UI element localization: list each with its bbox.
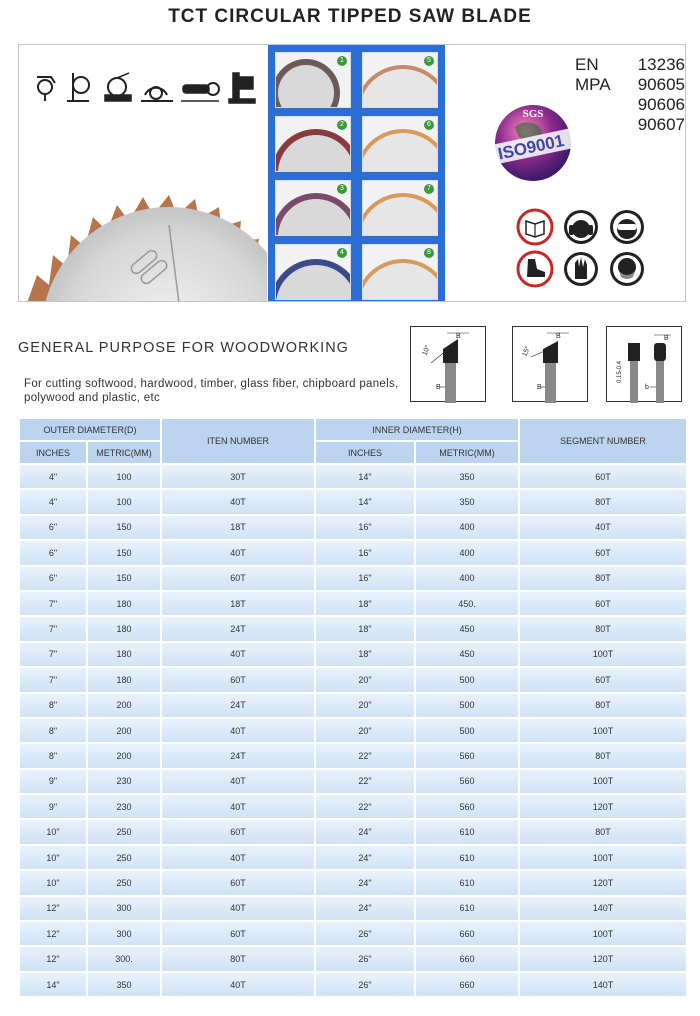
- item-number-cell: 40T: [161, 896, 315, 921]
- segment-number-cell: 100T: [519, 642, 687, 667]
- segment-number-cell: 100T: [519, 718, 687, 743]
- eye-protection-icon: [610, 210, 644, 244]
- item-number-cell: 40T: [161, 769, 315, 794]
- safety-icons-grid: [515, 207, 665, 289]
- angle-label: 15°: [521, 345, 532, 358]
- read-manual-icon: [518, 210, 552, 244]
- item-number-cell: 40T: [161, 489, 315, 514]
- standards-list: [575, 55, 685, 135]
- outer-inches-cell: 8": [19, 718, 87, 743]
- inner-inches-cell: 22": [315, 794, 415, 819]
- outer-metric-cell: 180: [87, 591, 161, 616]
- outer-metric-cell: 180: [87, 642, 161, 667]
- outer-inches-cell: 9": [19, 769, 87, 794]
- table-row: [19, 896, 687, 921]
- segment-number-cell: 120T: [519, 870, 687, 895]
- inner-metric-cell: 660: [415, 921, 519, 946]
- outer-metric-cell: 180: [87, 667, 161, 692]
- outer-inches-cell: 4": [19, 489, 87, 514]
- blade-number: 4: [337, 248, 347, 258]
- ear-protection-icon: [564, 210, 598, 244]
- item-number-cell: 60T: [161, 819, 315, 844]
- standard-row: MPA 90605: [575, 75, 685, 94]
- inner-metric-cell: 450: [415, 616, 519, 641]
- inner-inches-cell: 26": [315, 946, 415, 971]
- inner-inches-cell: 22": [315, 769, 415, 794]
- blade-thumbnail-3: [275, 180, 351, 236]
- item-number-cell: 60T: [161, 667, 315, 692]
- blade-thumbnail-8: [362, 244, 438, 300]
- item-number-cell: 60T: [161, 870, 315, 895]
- inner-metric-cell: 610: [415, 819, 519, 844]
- inner-metric-cell: 400: [415, 540, 519, 565]
- inner-inches-cell: 20": [315, 693, 415, 718]
- segment-number-cell: 80T: [519, 743, 687, 768]
- table-row: [19, 718, 687, 743]
- inner-metric-cell: 450.: [415, 591, 519, 616]
- outer-metric-cell: 100: [87, 489, 161, 514]
- inner-metric-cell: 610: [415, 845, 519, 870]
- dimension-label: B: [436, 384, 441, 391]
- segment-number-cell: 80T: [519, 693, 687, 718]
- specifications-table: [18, 417, 688, 998]
- outer-inches-cell: 6": [19, 515, 87, 540]
- blade-thumbnail-7: [362, 180, 438, 236]
- range-label: 0.15-0.4: [617, 360, 623, 383]
- outer-inches-cell: 10": [19, 870, 87, 895]
- outer-metric-cell: 150: [87, 515, 161, 540]
- sgs-iso9001-seal: [475, 97, 585, 187]
- outer-metric-cell: 300: [87, 896, 161, 921]
- table-row: [19, 540, 687, 565]
- item-number-cell: 60T: [161, 921, 315, 946]
- outer-inches-cell: 8": [19, 743, 87, 768]
- segment-number-cell: 100T: [519, 845, 687, 870]
- table-row: [19, 769, 687, 794]
- blade-number: 3: [337, 184, 347, 194]
- blade-thumbnail-1: [275, 52, 351, 108]
- inches-header: INCHES: [315, 441, 415, 464]
- item-number-cell: 40T: [161, 540, 315, 565]
- item-number-cell: 18T: [161, 591, 315, 616]
- table-row: [19, 819, 687, 844]
- inner-metric-cell: 500: [415, 693, 519, 718]
- item-number-cell: 40T: [161, 642, 315, 667]
- inner-metric-cell: 350: [415, 464, 519, 489]
- tooth-diagram-drawing: [607, 327, 683, 403]
- inner-inches-cell: 14": [315, 464, 415, 489]
- outer-inches-cell: 12": [19, 921, 87, 946]
- outer-inches-cell: 7": [19, 591, 87, 616]
- segment-number-cell: 80T: [519, 616, 687, 641]
- inner-inches-cell: 26": [315, 972, 415, 997]
- outer-inches-cell: 12": [19, 946, 87, 971]
- usage-description: For cutting softwood, hardwood, timber, glass fiber, chipboard panels, polywood and plastic, etc: [24, 378, 399, 404]
- segment-number-cell: 140T: [519, 972, 687, 997]
- inner-inches-cell: 24": [315, 845, 415, 870]
- metric-header: METRIC(MM): [87, 441, 161, 464]
- table-row: [19, 794, 687, 819]
- table-row: [19, 489, 687, 514]
- banner-left-panel: [19, 45, 267, 302]
- standard-row: 90606: [637, 95, 685, 114]
- blade-thumbnail-2: [275, 116, 351, 172]
- segment-number-cell: 100T: [519, 921, 687, 946]
- inner-inches-cell: 18": [315, 642, 415, 667]
- item-number-cell: 80T: [161, 946, 315, 971]
- blade-number: 5: [424, 56, 434, 66]
- segment-number-cell: 60T: [519, 540, 687, 565]
- item-number-cell: 24T: [161, 616, 315, 641]
- inner-inches-cell: 16": [315, 540, 415, 565]
- page-title: TCT CIRCULAR TIPPED SAW BLADE: [168, 6, 532, 27]
- inner-metric-cell: 450: [415, 642, 519, 667]
- item-number-cell: 40T: [161, 794, 315, 819]
- table-row: [19, 464, 687, 489]
- inner-inches-cell: 16": [315, 515, 415, 540]
- inner-inches-cell: 14": [315, 489, 415, 514]
- blade-number: 8: [424, 248, 434, 258]
- dimension-label: b: [645, 384, 649, 391]
- inner-inches-cell: 22": [315, 743, 415, 768]
- item-number-cell: 18T: [161, 515, 315, 540]
- outer-metric-cell: 200: [87, 743, 161, 768]
- inner-metric-cell: 660: [415, 946, 519, 971]
- inner-metric-cell: 560: [415, 743, 519, 768]
- outer-inches-cell: 10": [19, 845, 87, 870]
- segment-number-cell: 80T: [519, 819, 687, 844]
- table-row: [19, 921, 687, 946]
- item-number-cell: 40T: [161, 718, 315, 743]
- blade-number: 7: [424, 184, 434, 194]
- dimension-label: B: [456, 333, 461, 340]
- outer-diameter-header: OUTER DIAMETER(D): [19, 418, 161, 441]
- outer-metric-cell: 100: [87, 464, 161, 489]
- inner-inches-cell: 20": [315, 667, 415, 692]
- banner-right-panel: [445, 45, 686, 302]
- table-row: [19, 515, 687, 540]
- segment-number-cell: 140T: [519, 896, 687, 921]
- outer-inches-cell: 7": [19, 642, 87, 667]
- outer-inches-cell: 7": [19, 667, 87, 692]
- outer-metric-cell: 250: [87, 845, 161, 870]
- dust-mask-icon: [610, 252, 644, 286]
- table-row: [19, 616, 687, 641]
- standard-row: 90607: [637, 115, 685, 134]
- outer-metric-cell: 180: [87, 616, 161, 641]
- segment-number-cell: 60T: [519, 667, 687, 692]
- standard-row: EN 13236: [575, 55, 685, 74]
- table-row: [19, 845, 687, 870]
- inner-metric-cell: 560: [415, 794, 519, 819]
- outer-metric-cell: 250: [87, 819, 161, 844]
- outer-metric-cell: 230: [87, 794, 161, 819]
- segment-number-cell: 100T: [519, 769, 687, 794]
- blade-number: 1: [337, 56, 347, 66]
- segment-number-cell: 40T: [519, 515, 687, 540]
- item-number-cell: 24T: [161, 693, 315, 718]
- specifications-body: [19, 464, 687, 997]
- inner-metric-cell: 350: [415, 489, 519, 514]
- blade-number: 6: [424, 120, 434, 130]
- blade-thumbnail-6: [362, 116, 438, 172]
- table-row: [19, 693, 687, 718]
- table-row: [19, 972, 687, 997]
- metric-header: METRIC(MM): [415, 441, 519, 464]
- outer-metric-cell: 350: [87, 972, 161, 997]
- table-row: [19, 566, 687, 591]
- outer-metric-cell: 300.: [87, 946, 161, 971]
- segment-number-cell: 120T: [519, 794, 687, 819]
- item-number-cell: 40T: [161, 972, 315, 997]
- tooth-diagram-drawing: [513, 327, 589, 403]
- outer-inches-cell: 7": [19, 616, 87, 641]
- inner-metric-cell: 610: [415, 870, 519, 895]
- inner-inches-cell: 18": [315, 591, 415, 616]
- segment-number-cell: 120T: [519, 946, 687, 971]
- inner-diameter-header: INNER DIAMETER(H): [315, 418, 519, 441]
- item-number-header: ITEN NUMBER: [161, 418, 315, 464]
- outer-inches-cell: 4": [19, 464, 87, 489]
- tooth-diagram-drawing: [411, 327, 487, 403]
- tooth-diagram-1: [410, 326, 486, 402]
- product-banner: [18, 44, 686, 302]
- inches-header: INCHES: [19, 441, 87, 464]
- table-row: [19, 870, 687, 895]
- item-number-cell: 30T: [161, 464, 315, 489]
- outer-inches-cell: 14": [19, 972, 87, 997]
- inner-inches-cell: 20": [315, 718, 415, 743]
- sgs-label: SGS: [522, 108, 544, 120]
- table-row: [19, 946, 687, 971]
- outer-metric-cell: 150: [87, 540, 161, 565]
- tooth-diagram-2: [512, 326, 588, 402]
- gloves-icon: [564, 252, 598, 286]
- table-row: [19, 667, 687, 692]
- table-row: [19, 591, 687, 616]
- outer-inches-cell: 6": [19, 540, 87, 565]
- inner-inches-cell: 24": [315, 896, 415, 921]
- dimension-label: B: [556, 333, 561, 340]
- outer-metric-cell: 150: [87, 566, 161, 591]
- table-row: [19, 642, 687, 667]
- outer-metric-cell: 250: [87, 870, 161, 895]
- dimension-label: B: [664, 335, 669, 342]
- inner-inches-cell: 26": [315, 921, 415, 946]
- item-number-cell: 60T: [161, 566, 315, 591]
- blade-thumbnail-5: [362, 52, 438, 108]
- outer-metric-cell: 200: [87, 693, 161, 718]
- inner-inches-cell: 18": [315, 616, 415, 641]
- section-subtitle: GENERAL PURPOSE FOR WOODWORKING: [18, 340, 349, 356]
- outer-inches-cell: 8": [19, 693, 87, 718]
- large-saw-blade: [19, 45, 267, 302]
- angle-label: 10°: [421, 344, 432, 357]
- blade-disc: [41, 207, 267, 302]
- outer-inches-cell: 6": [19, 566, 87, 591]
- inner-inches-cell: 24": [315, 819, 415, 844]
- inner-inches-cell: 16": [315, 566, 415, 591]
- iso-label: ISO9001: [496, 131, 566, 164]
- inner-metric-cell: 500: [415, 667, 519, 692]
- outer-metric-cell: 230: [87, 769, 161, 794]
- segment-number-cell: 80T: [519, 489, 687, 514]
- inner-metric-cell: 610: [415, 896, 519, 921]
- outer-metric-cell: 300: [87, 921, 161, 946]
- segment-number-cell: 60T: [519, 464, 687, 489]
- inner-metric-cell: 660: [415, 972, 519, 997]
- inner-inches-cell: 24": [315, 870, 415, 895]
- segment-number-cell: 80T: [519, 566, 687, 591]
- inner-metric-cell: 400: [415, 515, 519, 540]
- segment-number-header: SEGMENT NUMBER: [519, 418, 687, 464]
- tooth-diagram-3: [606, 326, 682, 402]
- outer-metric-cell: 200: [87, 718, 161, 743]
- inner-metric-cell: 400: [415, 566, 519, 591]
- outer-inches-cell: 9": [19, 794, 87, 819]
- outer-inches-cell: 12": [19, 896, 87, 921]
- blade-thumbnails-panel: [268, 45, 445, 302]
- inner-metric-cell: 560: [415, 769, 519, 794]
- inner-metric-cell: 500: [415, 718, 519, 743]
- item-number-cell: 40T: [161, 845, 315, 870]
- safety-boots-icon: [518, 252, 552, 286]
- blade-number: 2: [337, 120, 347, 130]
- dimension-label: B: [537, 384, 542, 391]
- outer-inches-cell: 10": [19, 819, 87, 844]
- segment-number-cell: 60T: [519, 591, 687, 616]
- item-number-cell: 24T: [161, 743, 315, 768]
- table-row: [19, 743, 687, 768]
- blade-thumbnail-4: [275, 244, 351, 300]
